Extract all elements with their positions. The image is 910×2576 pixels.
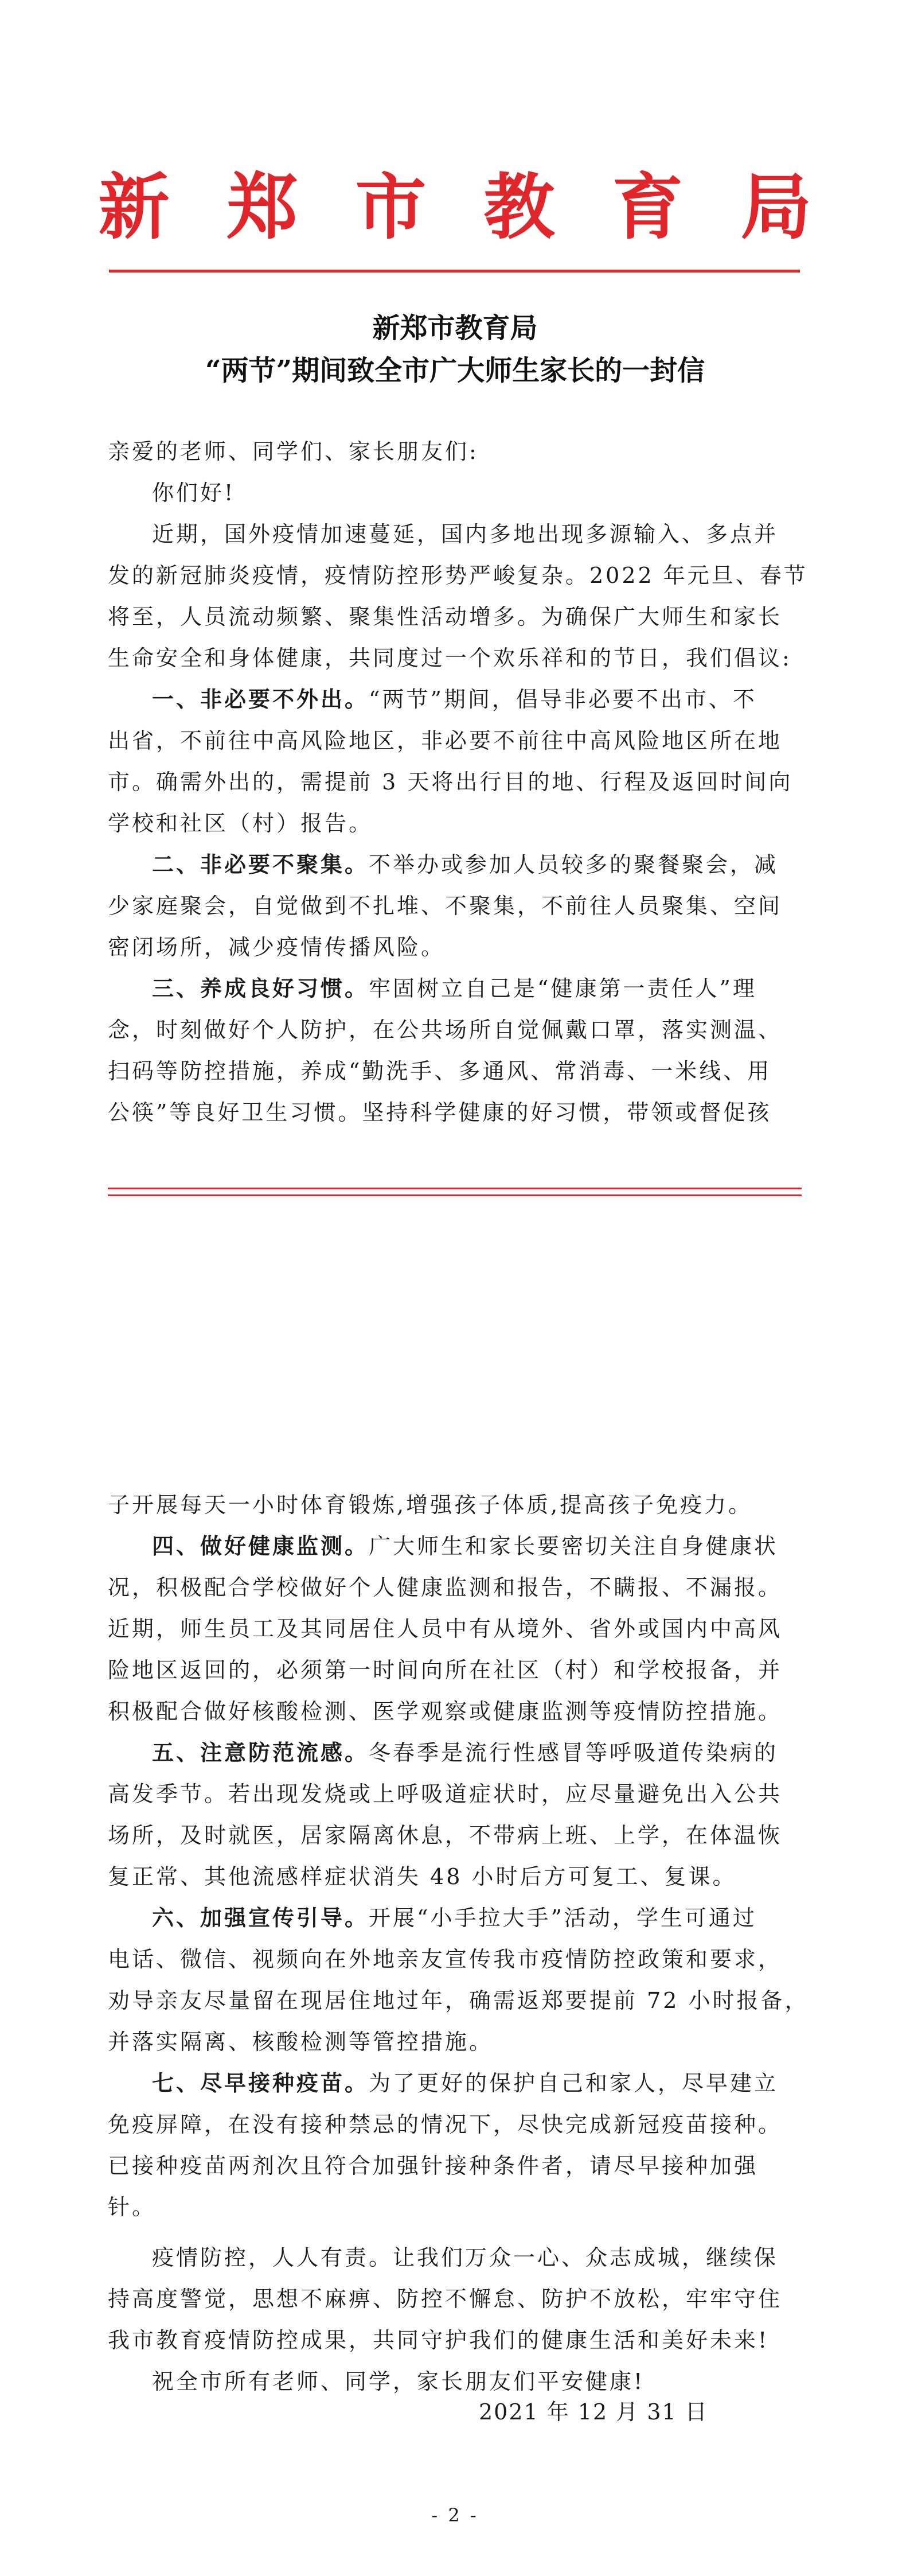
body-line: 积极配合做好核酸检测、医学观察或健康监测等疫情防控措施。 — [108, 1699, 783, 1724]
body-line: 少家庭聚会，自觉做到不扎堆、不聚集，不前往人员聚集、空间 — [108, 893, 783, 919]
body-line: 已接种疫苗两剂次且符合加强针接种条件者，请尽早接种加强 — [108, 2153, 759, 2178]
page-number: - 2 - — [431, 2504, 479, 2526]
body-line: 免疫屏障，在没有接种禁忌的情况下，尽快完成新冠疫苗接种。 — [108, 2112, 783, 2137]
section-heading: 五、注意防范流感。 — [152, 1740, 369, 1765]
body-text: 冬春季是流行性感冒等呼吸道传染病的 — [369, 1740, 779, 1765]
letter-date: 2021 年 12 月 31 日 — [479, 2399, 708, 2425]
body-line: 念，时刻做好个人防护，在公共场所自觉佩戴口罩，落实测温、 — [108, 1017, 783, 1042]
body-line: 将至，人员流动频繁、聚集性活动增多。为确保广大师生和家长 — [108, 604, 783, 629]
body-text: 为了更好的保护自己和家人，尽早建立 — [369, 2071, 779, 2096]
body-line: 密闭场所，减少疫情传播风险。 — [108, 935, 446, 960]
page-break-rule — [108, 1194, 802, 1196]
body-line: 市。确需外出的，需提前 3 天将出行目的地、行程及返回时间向 — [108, 769, 793, 795]
body-line: 近期，师生员工及其同居住人员中有从境外、省外或国内中高风 — [108, 1616, 783, 1641]
body-line — [152, 688, 802, 710]
body-line — [152, 1535, 802, 1557]
body-line: 生命安全和身体健康，共同度过一个欢乐祥和的节日，我们倡议: — [108, 645, 792, 671]
body-line: 我市教育疫情防控成果，共同守护我们的健康生活和美好未来! — [108, 2328, 770, 2353]
body-line: 场所，及时就医，居家隔离休息，不带病上班、上学，在体温恢 — [108, 1823, 783, 1848]
page-break-rule — [108, 1188, 802, 1189]
body-text: 开展“小手拉大手”活动，学生可通过 — [369, 1905, 757, 1931]
doc-title-line2: “两节”期间致全市广大师生家长的一封信 — [205, 355, 705, 387]
body-text: 牢固树立自己是“健康第一责任人”理 — [369, 976, 757, 1001]
letterhead-red-rule — [109, 270, 800, 273]
body-line: 扫码等防控措施，养成“勤洗手、多通风、常消毒、一米线、用 — [108, 1059, 772, 1084]
body-line — [152, 851, 802, 877]
body-line: 复正常、其他流感样症状消失 48 小时后方可复工、复课。 — [108, 1864, 737, 1889]
body-line — [152, 1907, 802, 1929]
body-line: 险地区返回的，必须第一时间向所在社区（村）和学校报备，并 — [108, 1657, 783, 1683]
body-line: 近期，国外疫情加速蔓延，国内多地出现多源输入、多点并 — [152, 522, 779, 547]
doc-title-line1: 新郑市教育局 — [372, 312, 538, 344]
salutation: 亲爱的老师、同学们、家长朋友们: — [108, 439, 479, 464]
body-line: 劝导亲友尽量留在现居住地过年，确需返郑要提前 72 小时报备， — [108, 1988, 809, 2013]
body-line: 电话、微信、视频向在外地亲友宣传我市疫情防控政策和要求， — [108, 1947, 783, 1972]
body-line — [152, 2072, 802, 2094]
section-heading: 四、做好健康监测。 — [152, 1533, 369, 1559]
section-heading: 七、尽早接种疫苗。 — [152, 2070, 369, 2096]
body-line: 针。 — [108, 2194, 157, 2220]
body-line: 况，积极配合学校做好个人健康监测和报告，不瞒报、不漏报。 — [108, 1575, 783, 1600]
body-line: 并落实隔离、核酸检测等管控措施。 — [108, 2029, 494, 2054]
body-text: 不举办或参加人员较多的聚餐聚会，减 — [369, 852, 779, 877]
section-heading: 三、养成良好习惯。 — [152, 975, 369, 1001]
body-line: 持高度警觉，思想不麻痹、防控不懈怠、防护不放松，牢牢守住 — [108, 2286, 783, 2312]
body-line: 出省，不前往中高风险地区，非必要不前往中高风险地区所在地 — [108, 728, 783, 753]
body-line — [152, 975, 802, 1001]
body-line: 子开展每天一小时体育锻炼,增强孩子体质,提高孩子免疫力。 — [108, 1492, 753, 1517]
body-line: 高发季节。若出现发烧或上呼吸道症状时，应尽量避免出入公共 — [108, 1781, 783, 1807]
body-text: “两节”期间，倡导非必要不出市、不 — [369, 687, 757, 712]
section-heading: 二、非必要不聚集。 — [152, 851, 369, 877]
body-line — [152, 1742, 802, 1764]
body-line: 学校和社区（村）报告。 — [108, 811, 373, 836]
greeting: 你们好! — [152, 480, 236, 505]
closing-wish: 祝全市所有老师、同学，家长朋友们平安健康! — [152, 2369, 645, 2394]
body-text: 广大师生和家长要密切关注自身健康状 — [369, 1534, 779, 1559]
letterhead-org-name: 新郑市教育局 — [98, 166, 869, 249]
body-line: 发的新冠肺炎疫情，疫情防控形势严峻复杂。2022 年元旦、春节 — [108, 563, 808, 588]
body-line: 疫情防控，人人有责。让我们万众一心、众志成城，继续保 — [152, 2245, 779, 2270]
section-heading: 六、加强宣传引导。 — [152, 1905, 369, 1931]
section-heading: 一、非必要不外出。 — [152, 686, 369, 712]
body-line: 公筷”等良好卫生习惯。坚持科学健康的好习惯，带领或督促孩 — [108, 1100, 772, 1125]
